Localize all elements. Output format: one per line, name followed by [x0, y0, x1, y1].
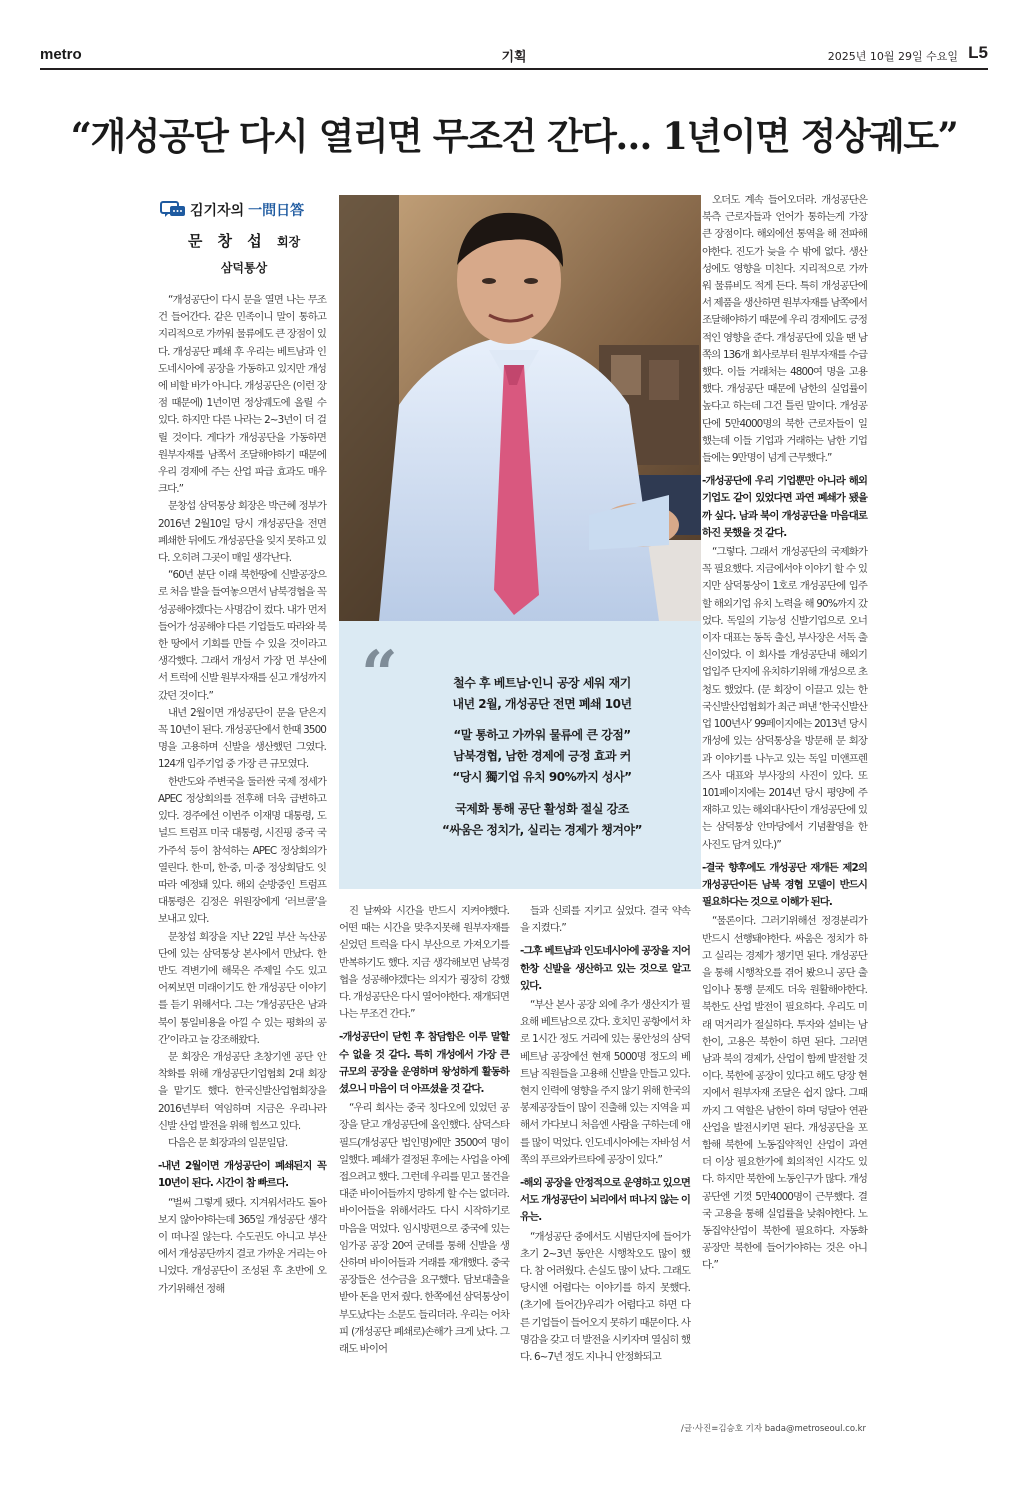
portrait-illustration	[339, 195, 701, 621]
article-paragraph: 한반도와 주변국을 둘러싼 국제 정세가 APEC 정상회의를 전후해 더욱 급변하고 있다. 경주에선 이번주 이재명 대통령, 도널드 트럼프 미국 대통령, 시진핑 중국 국가주석 등이 참석하는 APEC 정상회의가 열린다. 한·미, 한·중, 미·중 정상회담도 잇따라 예정돼 있다. 해외 순방중인 트럼프 대통령은 김정은 위원장에게 ‘러브콜’을 보내고 있다.	[158, 775, 326, 926]
quote-mark-icon: “	[361, 637, 398, 712]
interview-photo	[339, 195, 701, 621]
article-paragraph: “개성공단이 다시 문을 열면 나는 무조건 들어간다. 같은 민족이니 말이 통하고 지리적으로 가까워 물류에도 큰 장점이 있다. 개성공단 폐쇄 후 우리는 베트남과 인도네시아에 공장을 가동하고 있지만 개성에 비할 바가 아니다. 개성공단은 (이런 장점 때문에) 1년이면 정상궤도에 올릴 수 있다. 하지만 다른 나라는 2~3년이 더 걸릴 것이다. 게다가 개성공단을 가동하면 원부자재를 남쪽서 조달해야하기 때문에 우리 경제에 주는 산업 파급 효과도 매우 크다.”	[158, 294, 326, 496]
article-paragraph: “물론이다. 그러기위해선 정경분리가 반드시 선행돼야한다. 싸움은 정치가 하고 실리는 경제가 챙기면 된다. 개성공단을 통해 시행착오를 겪어 봤으니 공단 출입이나 통행 문제도 더욱 원활해야한다. 북한도 산업 발전이 필요하다. 우리도 미래 먹거리가 절실하다. 투자와 설비는 남한이, 고용은 북한이 하면 된다. 그러면 남과 북의 경제가, 산업이 함께 발전할 것이다. 북한에 공장이 있다고 해도 당장 현지에서 원부자재 조달은 쉽지 않다. 그때까지 그 역할은 남한이 하며 덩달아 연관산업을 발전시키면 된다. 개성공단을 포함해 북한에 노동집약적인 산업이 과연 더 이상 필요한가에 회의적인 시각도 있다. 하지만 북한에 노동인구가 많다. 개성공단엔 기껏 5만4000명이 근무했다. 결국 고용을 통해 실업률을 낮춰야한다. 노동집약산업이 북한에 필요하다. 자동화 공장만 북한에 들어가야하는 것은 아니다.”	[702, 915, 867, 1272]
article-paragraph: 다음은 문 회장과의 일문일답.	[168, 1136, 288, 1149]
article-paragraph: “부산 본사 공장 외에 추가 생산지가 필요해 베트남으로 갔다. 호치민 공항에서 차로 1시간 정도 거리에 있는 롱안성의 삼덕베트남 공장에선 현재 5000명 정도의 베트남 직원들을 고용해 신발을 만들고 있다. 현지 인력에 영향을 주지 않기 위해 한국의 봉제공장들이 많이 진출해 있는 지역을 피해서 가다보니 처음엔 사람을 구하는데 애를 많이 먹었다. 인도네시아에는 자바섬 서쪽의 푸르와카르타에 공장이 있다.”	[520, 999, 690, 1166]
article-paragraph: “개성공단 중에서도 시범단지에 들어가 초기 2~3년 동안은 시행착오도 많이 했다. 참 어려웠다. 손실도 많이 났다. 그래도 당시엔 어렵다는 이야기를 하지 못했다. (초기에 들어간)우리가 어렵다고 하면 다른 기업들이 들어오지 못하기 때문이다. 사명감을 갖고 더 발전을 시키자며 열심히 했다. 6~7년 정도 지나니 안정화되고	[520, 1230, 690, 1364]
interview-question: -내년 2월이면 개성공단이 폐쇄된지 꼭 10년이 된다. 시간이 참 빠르다.	[158, 1160, 326, 1190]
series-prefix: 김기자의	[190, 203, 245, 219]
article-paragraph: 진 날짜와 시간을 반드시 지켜야했다. 어떤 때는 시간을 맞추지못해 원부자재를 싣었던 트럭을 다시 부산으로 가져오기를 반복하기도 했다. 지금 생각해보면 남북경협을 성공해야겠다는 의지가 굉장히 강했다. 개성공단은 다시 열어야한다. 재개되면 나는 무조건 간다.”	[339, 905, 509, 1021]
interview-question: -그후 베트남과 인도네시아에 공장을 지어 한창 신발을 생산하고 있는 것으로 알고 있다.	[520, 945, 690, 992]
pull-quote-group-3	[397, 799, 687, 841]
article-column-2	[339, 903, 509, 1358]
article-paragraph: 오더도 계속 들어오더라. 개성공단은 북측 근로자들과 언어가 통하는게 가장 큰 장점이다. 해외에선 통역을 해 전파해야한다. 진도가 늦을 수 밖에 없다. 생산성에도 영향을 미친다. 지리적으로 가까워 물류비도 적게 든다. 특히 개성공단에서 제품을 생산하면 원부자재를 남쪽에서 조달해야하기 때문에 우리 경제에도 긍정적인 영향을 준다. 개성공단에 있을 땐 남쪽의 136개 회사로부터 원부자재를 수급했다. 이들 거래처는 4800여 명을 고용했다. 개성공단 때문에 남한의 실업률이 높다고 하는데 그건 틀린 말이다. 개성공단에 5만4000명의 북한 근로자들이 일했는데 이들 기업과 거래하는 남한 기업들에는 9만명이 넘게 근무했다.”	[702, 194, 867, 465]
pull-quote-line: 철수 후 베트남·인니 공장 세워 재기	[453, 676, 631, 690]
article-column-3	[520, 903, 690, 1366]
series-title	[160, 200, 328, 220]
pull-quote-box	[339, 621, 701, 889]
interview-question: -개성공단에 우리 기업뿐만 아니라 해외기업도 같이 있었다면 과연 폐쇄가 됐을까 싶다. 남과 북이 개성공단을 마음대로 하진 못했을 것 같다.	[702, 475, 867, 539]
photo-credit: /글·사진=김승호 기자 bada@metroseoul.co.kr	[681, 1424, 866, 1434]
article-paragraph: 문창섭 회장을 지난 22일 부산 녹산공단에 있는 삼덕통상 본사에서 만났다. 한반도 격변기에 해묵은 주제일 수도 있고 어찌보면 미래이기도 한 개성공단 이야기를 듣기 위해서다. 그는 ‘개성공단은 남과 북이 통일비용을 아낄 수 있는 평화의 공간’이라고 늘 강조해왔다.	[158, 930, 326, 1046]
metro-logo: metro	[40, 46, 82, 63]
pull-quote-line: “당시 獨기업 유치 90%까지 성사”	[452, 770, 632, 784]
interview-question: -개성공단이 닫힌 후 참담함은 이루 말할 수 없을 것 같다. 특히 개성에서 가장 큰 규모의 공장을 운영하며 왕성하게 활동하셨으니 마음이 더 아프셨을 것 같다.	[339, 1031, 509, 1096]
article-paragraph: 문 회장은 개성공단 초창기엔 공단 안착화를 위해 개성공단기업협회 2대 회장을 맡기도 했다. 한국신발산업협회장을 2016년부터 역임하며 지금은 우리나라 신발 산업 발전을 위해 힘쓰고 있다.	[158, 1050, 326, 1132]
article-paragraph: “우리 회사는 중국 칭다오에 있었던 공장을 닫고 개성공단에 올인했다. 삼덕스타필드(개성공단 법인명)에만 3500여 명이 일했다. 폐쇄가 결정된 후에는 사업을 아예 접으려고 했다. 그런데 우리를 믿고 물건을 대준 바이어들까지 망하게 할 수는 없더라. 바이어들을 위해서라도 다시 시작하기로 마음을 먹었다. 임시방편으로 중국에 있는 임가공 공장 20여 군데를 통해 신발을 생산하며 바이어들과 거래를 재개했다. 중국 공장들은 선수금을 요구했다. 담보대출을 받아 돈을 먼저 줬다. 한쪽에선 삼덕통상이 부도났다는 소문도 들리더라. 우리는 어차피 (개성공단 폐쇄로)손해가 크게 났다. 그래도 바이어	[339, 1102, 509, 1356]
speech-bubble-icon	[160, 201, 186, 219]
issue-date: 2025년 10월 29일 수요일	[827, 50, 958, 63]
article-column-4	[702, 192, 867, 1275]
headline: “개성공단 다시 열리면 무조건 간다… 1년이면 정상궤도”	[70, 114, 958, 158]
section-label: 기획	[501, 50, 527, 65]
page-number: L5	[968, 43, 988, 62]
article-paragraph: “그렇다. 그래서 개성공단의 국제화가 꼭 필요했다. 지금에서야 이야기 할 수 있지만 삼덕통상이 1호로 개성공단에 입주할 해외기업 유치 노력을 해 90%까지 갔었다. 독일의 기능성 신발기업으로 오너이자 대표는 동독 출신, 부사장은 서독 출신이었다. 이 회사를 개성공단내 해외기업입주 단지에 유치하기위해 개성으로 초청도 했었다. (문 회장이 이끌고 있는 한국신발산업협회가 최근 펴낸 ‘한국신발산업 100년사’ 99페이지에는 2013년 당시 개성에 있는 삼덕통상을 방문해 문 회장과 이야기를 나누고 있는 독일 미앤프렌즈사 대표와 부사장의 사진이 있다. 또 101페이지에는 2014년 당시 평양에 주재하고 있는 해외대사단이 개성공단에 있는 삼덕통상 안마당에서 기념촬영을 한 사진도 담겨 있다.)”	[702, 546, 867, 851]
interviewee-title: 회장	[276, 235, 301, 249]
article-paragraph: 들과 신뢰를 지키고 싶었다. 결국 약속을 지켰다.”	[520, 905, 690, 935]
interview-question: -해외 공장을 안정적으로 운영하고 있으면서도 개성공단이 뇌리에서 떠나지 않는 이유는.	[520, 1177, 690, 1224]
pull-quote-line: “싸움은 정치가, 실리는 경제가 챙겨야”	[442, 823, 642, 837]
interviewee-company: 삼덕통상	[220, 261, 268, 275]
pull-quote-line: “말 통하고 가까워 물류에 큰 강점”	[453, 728, 631, 742]
interviewee-name: 문 창 섭	[187, 232, 267, 250]
article-paragraph: 문창섭 삼덕통상 회장은 박근혜 정부가 2016년 2월10일 당시 개성공단을 전면 폐쇄한 뒤에도 개성공단을 잊지 못하고 있다. 오히려 그곳이 매일 생각난다.	[158, 500, 326, 565]
pull-quote-line: 국제화 통해 공단 활성화 절실 강조	[455, 802, 629, 816]
series-name: 一問日答	[248, 203, 305, 219]
pull-quote-line: 남북경협, 남한 경제에 긍정 효과 커	[453, 749, 631, 763]
column-brand	[160, 200, 328, 276]
masthead	[40, 40, 988, 70]
pull-quote-group-2	[397, 725, 687, 788]
interviewee	[160, 230, 328, 251]
pull-quote-group-1	[397, 673, 687, 715]
article-paragraph: 내년 2월이면 개성공단이 문을 닫은지 꼭 10년이 된다. 개성공단에서 한때 3500명을 고용하며 신발을 생산했던 그였다. 124개 입주기업 중 가장 큰 규모였다.	[158, 706, 326, 771]
interview-question: -결국 향후에도 개성공단 재개든 제2의 개성공단이든 남북 경협 모델이 반드시 필요하다는 것으로 이해가 된다.	[702, 861, 867, 909]
article-paragraph: “60년 분단 이래 북한땅에 신발공장으로 처음 발을 들여놓으면서 남북경협을 꼭 성공해야겠다는 사명감이 컸다. 내가 먼저 들어가 성공해야 다른 기업들도 따라와 북한 땅에서 기회를 만들 수 있을 것이라고 생각했다. 그래서 개성서 가장 먼 부산에서 트럭에 신발 원부자재를 싣고 개성까지 갔던 것이다.”	[158, 569, 326, 702]
article-paragraph: “벌써 그렇게 됐다. 지겨워서라도 돌아보지 않아야하는데 365일 개성공단 생각이 떠나질 않는다. 수도권도 아니고 부산에서 개성공단까지 결코 가까운 거리는 아니었다. 개성공단이 조성된 후 초반에 오가기위해선 정해	[158, 1196, 326, 1295]
article-column-1	[158, 292, 326, 1298]
pull-quote-line: 내년 2월, 개성공단 전면 폐쇄 10년	[452, 697, 632, 711]
